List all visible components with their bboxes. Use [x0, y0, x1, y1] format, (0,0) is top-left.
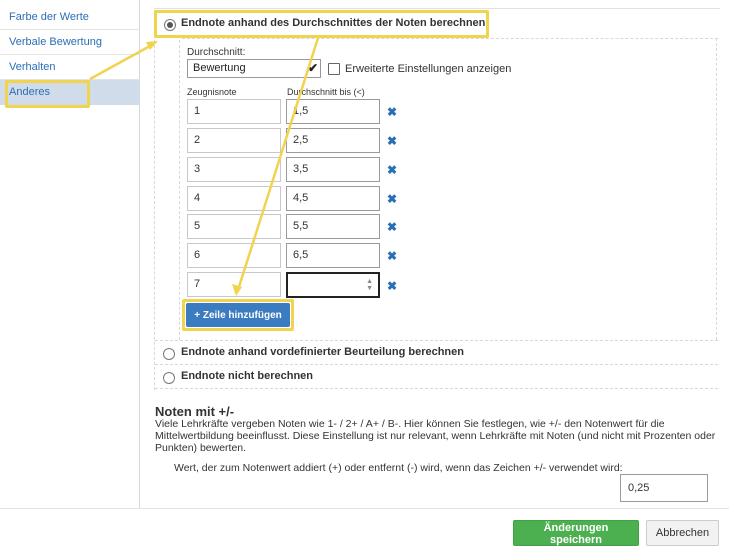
chevron-down-icon: ✔: [307, 61, 318, 75]
sidebar-item-verhalten[interactable]: Verhalten: [0, 55, 140, 80]
spinner-icon[interactable]: ▲ ▼: [366, 278, 373, 292]
remove-row-icon[interactable]: ✖: [387, 134, 398, 148]
average-input[interactable]: 3,5: [286, 157, 380, 182]
section-title: Noten mit +/-: [155, 404, 235, 419]
durchschnitt-value: Bewertung: [193, 62, 246, 74]
divider: [0, 508, 729, 509]
grade-input[interactable]: 7: [187, 272, 281, 297]
radio-predefined[interactable]: [163, 348, 175, 360]
divider: [154, 8, 720, 9]
cancel-button[interactable]: Abbrechen: [646, 520, 719, 546]
radio-none-label: Endnote nicht berechnen: [181, 370, 314, 382]
average-input[interactable]: 6,5: [286, 243, 380, 268]
save-button[interactable]: Änderungen speichern: [513, 520, 639, 546]
divider: [155, 364, 718, 365]
average-input[interactable]: 1,5: [286, 99, 380, 124]
average-input[interactable]: 2,5: [286, 128, 380, 153]
section-border: [154, 10, 155, 390]
average-input[interactable]: 4,5: [286, 186, 380, 211]
advanced-settings-checkbox[interactable]: [328, 63, 340, 75]
add-row-button[interactable]: + Zeile hinzufügen: [186, 303, 290, 327]
column-header-grade: Zeugnisnote: [187, 87, 237, 97]
subsection-border: [716, 38, 717, 340]
highlight-box-anderes: [5, 80, 90, 108]
remove-row-icon[interactable]: ✖: [387, 163, 398, 177]
durchschnitt-label: Durchschnitt:: [187, 47, 246, 58]
divider: [182, 38, 718, 39]
sidebar-item-farbe-der-werte[interactable]: Farbe der Werte: [0, 5, 140, 30]
subsection-border: [179, 40, 180, 340]
grade-input[interactable]: 4: [187, 186, 281, 211]
grade-input[interactable]: 1: [187, 99, 281, 124]
grade-input[interactable]: 3: [187, 157, 281, 182]
grade-input[interactable]: 2: [187, 128, 281, 153]
advanced-settings-label: Erweiterte Einstellungen anzeigen: [345, 63, 512, 75]
average-input[interactable]: 5,5: [286, 214, 380, 239]
column-header-average: Durchschnitt bis (<): [287, 87, 365, 97]
sidebar: [0, 0, 140, 508]
plusminus-value-label: Wert, der zum Notenwert addiert (+) oder entfernt (-) wird, wenn das Zeichen +/- verwendet wird:: [174, 462, 623, 474]
arrowhead-icon: [146, 41, 158, 50]
plusminus-value-input[interactable]: 0,25: [620, 474, 708, 502]
grade-input[interactable]: 5: [187, 214, 281, 239]
durchschnitt-select[interactable]: [187, 59, 321, 78]
radio-average[interactable]: [164, 19, 176, 31]
divider: [155, 340, 718, 341]
grade-input[interactable]: 6: [187, 243, 281, 268]
sidebar-item-verbale-bewertung[interactable]: Verbale Bewertung: [0, 30, 140, 55]
remove-row-icon[interactable]: ✖: [387, 192, 398, 206]
remove-row-icon[interactable]: ✖: [387, 105, 398, 119]
sidebar-item-anderes[interactable]: Anderes: [0, 80, 140, 105]
section-description: Viele Lehrkräfte vergeben Noten wie 1- / 2+ / A+ / B-. Hier können Sie festlegen, wie +/- den Notenwert für die Mittelwertbildung beeinflusst. Diese Einstellung ist nur relevant, wenn Lehrkräfte mit Noten (und nicht mit Prozenten oder Punkten) bewerten.: [155, 418, 716, 454]
radio-none[interactable]: [163, 372, 175, 384]
radio-average-label: Endnote anhand des Durchschnittes der Noten berechnen: [181, 17, 486, 29]
radio-predefined-label: Endnote anhand vordefinierter Beurteilung berechnen: [181, 346, 464, 358]
divider: [155, 388, 718, 389]
remove-row-icon[interactable]: ✖: [387, 279, 398, 293]
remove-row-icon[interactable]: ✖: [387, 220, 398, 234]
average-input-focused[interactable]: [286, 272, 380, 298]
remove-row-icon[interactable]: ✖: [387, 249, 398, 263]
